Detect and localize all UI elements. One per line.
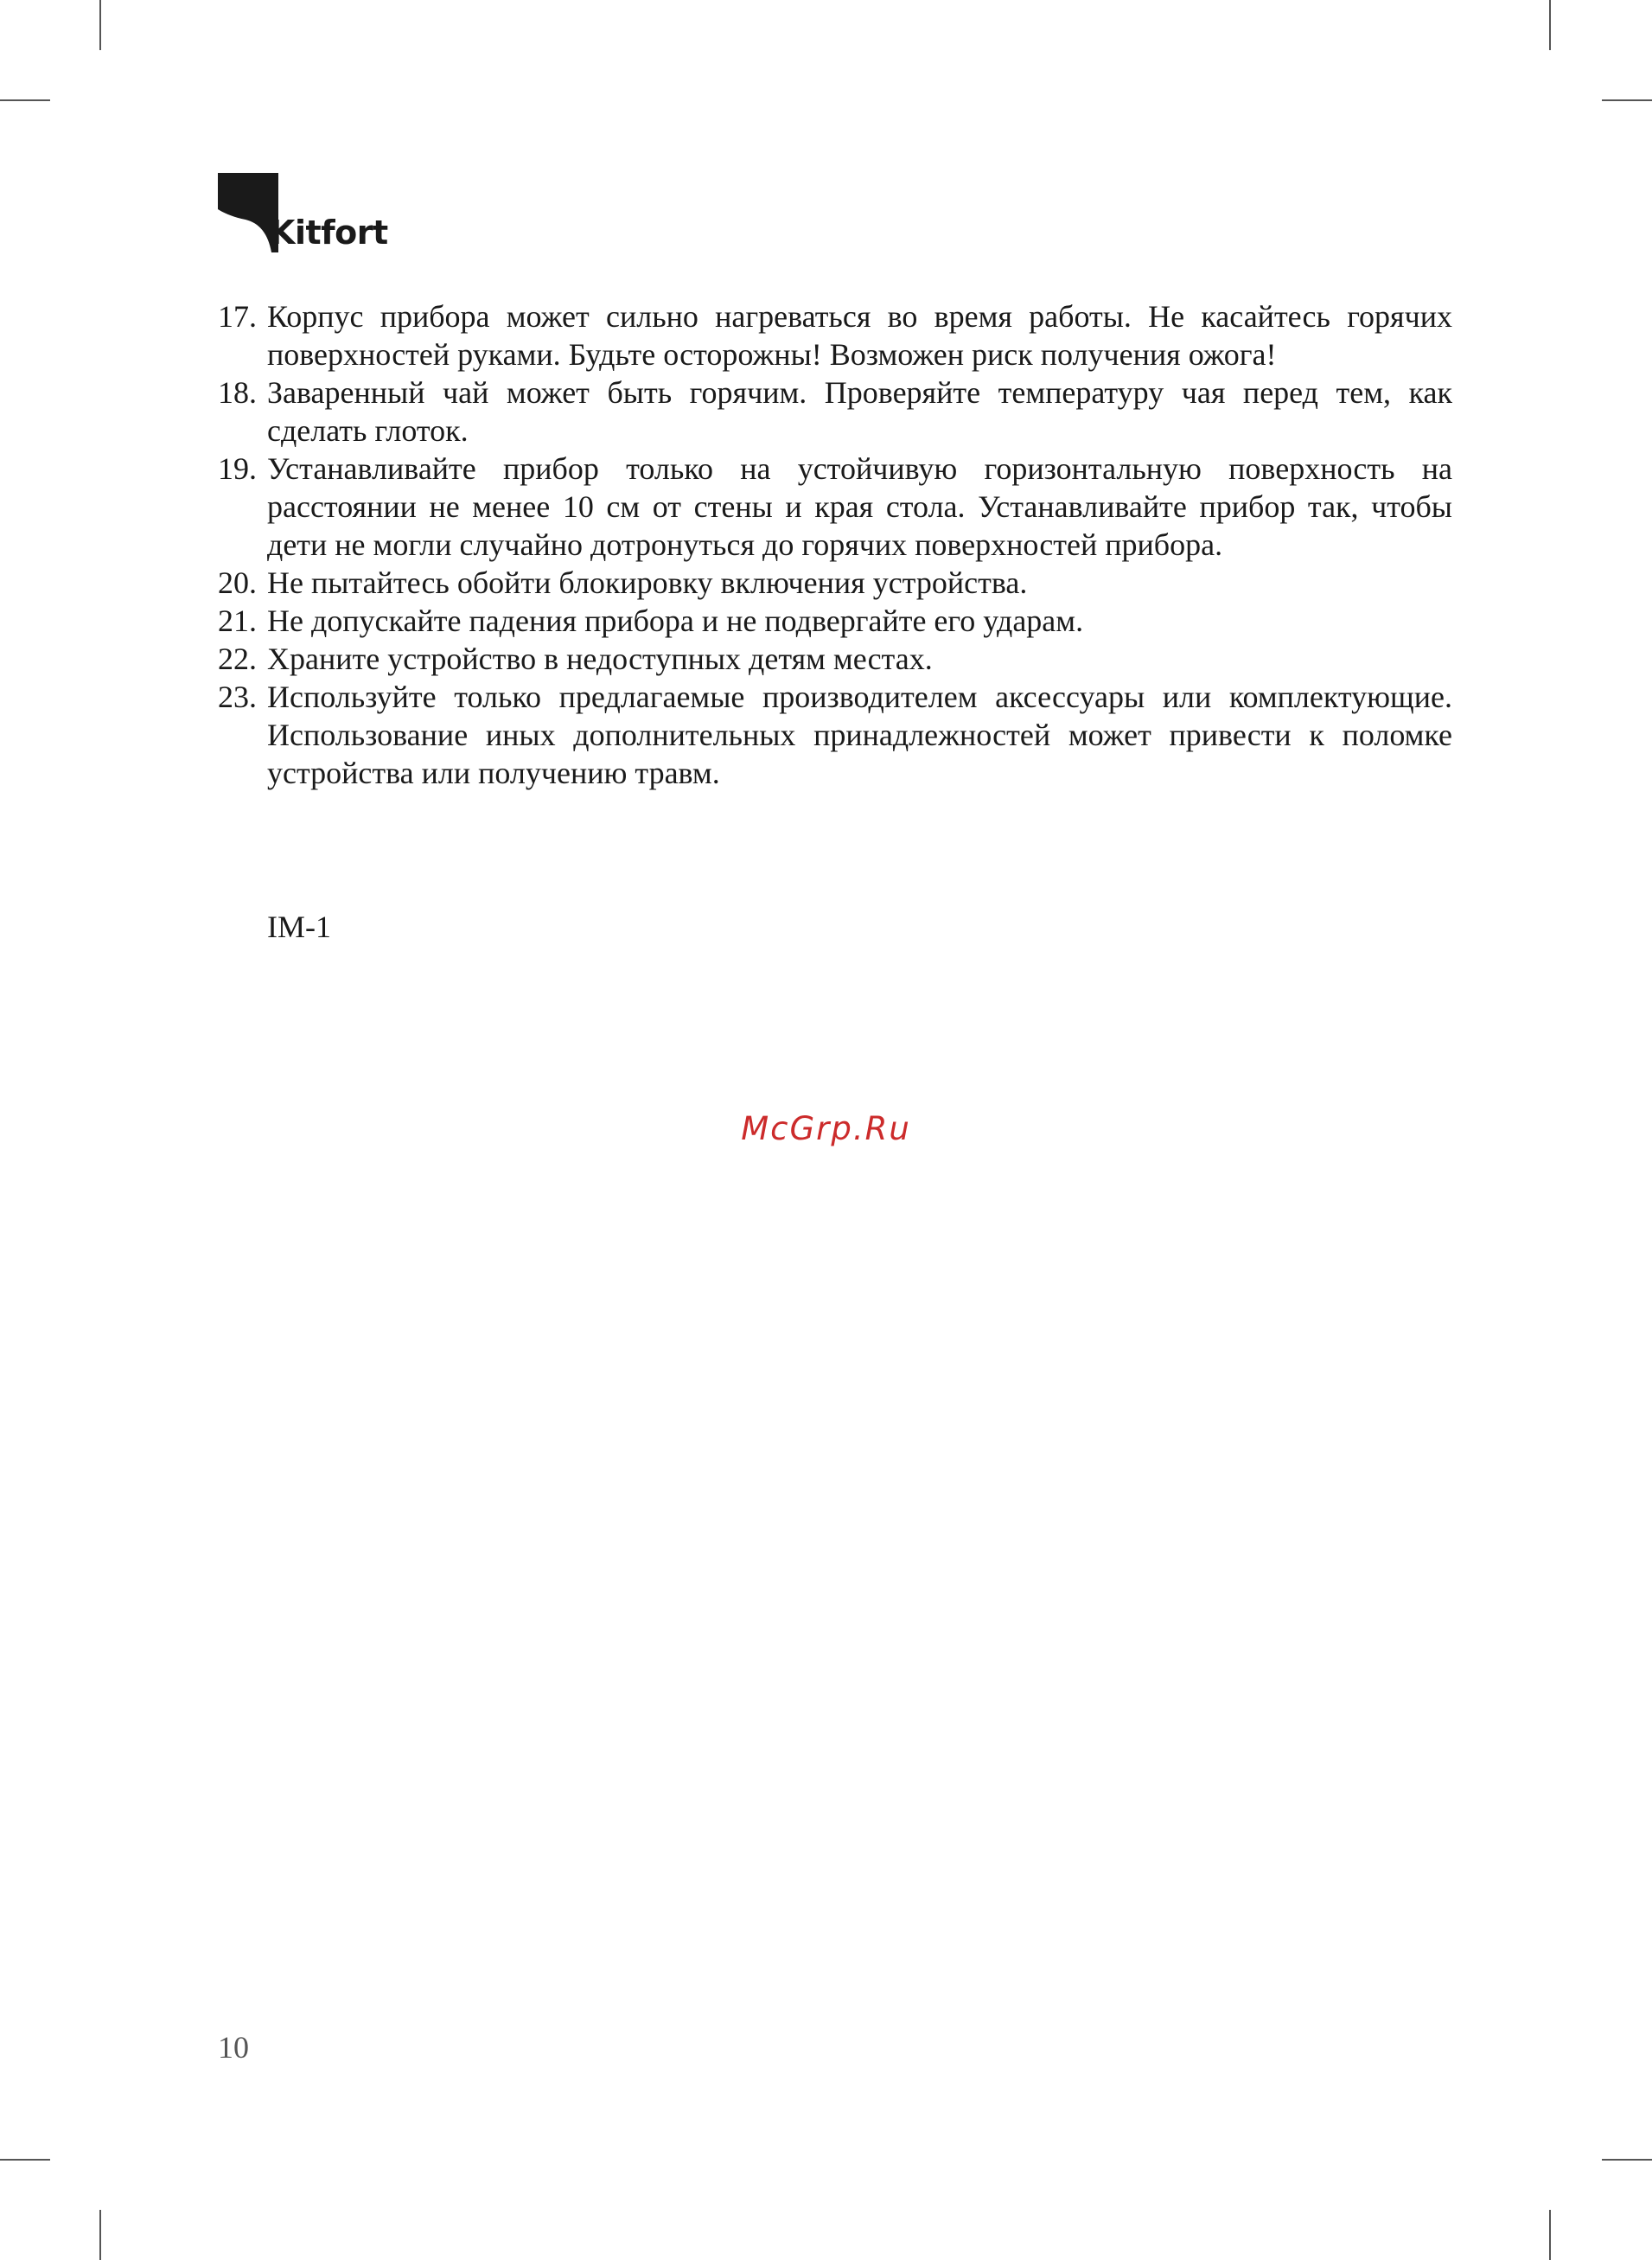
list-item-text: Не пытайтесь обойти блокировку включения устройства.	[267, 565, 1028, 600]
list-item-text: Заваренный чай может быть горячим. Проверяйте температуру чая перед тем, как сделать глоток.	[267, 375, 1452, 448]
list-item	[218, 678, 1452, 792]
crop-mark-bottom-left-vertical	[99, 2210, 101, 2260]
watermark[interactable]: McGrp.Ru	[741, 1110, 911, 1147]
list-item-text: Корпус прибора может сильно нагреваться во время работы. Не касайтесь горячих поверхностей руками. Будьте осторожны! Возможен риск получения ожога!	[267, 299, 1452, 372]
brand-name: Kitfort	[270, 214, 388, 252]
crop-mark-top-right-horizontal	[1602, 99, 1652, 101]
list-item-text: Устанавливайте прибор только на устойчивую горизонтальную поверхность на расстоянии не менее 10 см от стены и края стола. Устанавливайте прибор так, чтобы дети не могли случайно дотронуться до горячих поверхностей прибора.	[267, 451, 1452, 562]
crop-mark-bottom-right-horizontal	[1602, 2159, 1652, 2161]
list-item	[218, 373, 1452, 450]
list-item-text: Храните устройство в недоступных детям местах.	[267, 642, 933, 676]
safety-instructions-list	[218, 297, 1452, 792]
list-item	[218, 450, 1452, 564]
list-item	[218, 564, 1452, 602]
list-item-text: Не допускайте падения прибора и не подвергайте его ударам.	[267, 603, 1084, 638]
crop-mark-bottom-right-vertical	[1549, 2210, 1551, 2260]
list-item-number: 17.	[218, 299, 257, 334]
crop-mark-bottom-left-horizontal	[0, 2159, 50, 2161]
list-item-number: 22.	[218, 642, 257, 676]
list-item-number: 20.	[218, 565, 257, 600]
list-item-number: 23.	[218, 680, 257, 714]
crop-mark-top-right-vertical	[1549, 0, 1551, 50]
list-item-number: 18.	[218, 375, 257, 410]
list-item-number: 21.	[218, 603, 257, 638]
list-item	[218, 640, 1452, 678]
model-code: IM-1	[267, 910, 331, 944]
crop-mark-top-left-vertical	[99, 0, 101, 50]
list-item-number: 19.	[218, 451, 257, 486]
list-item-text: Используйте только предлагаемые производителем аксессуары или комплектующие. Использование иных дополнительных принадлежностей может привести к поломке устройства или получению травм.	[267, 680, 1452, 790]
list-item	[218, 297, 1452, 373]
kitfort-logo	[218, 173, 391, 255]
list-item	[218, 602, 1452, 640]
crop-mark-top-left-horizontal	[0, 99, 50, 101]
page-number: 10	[218, 2030, 249, 2065]
